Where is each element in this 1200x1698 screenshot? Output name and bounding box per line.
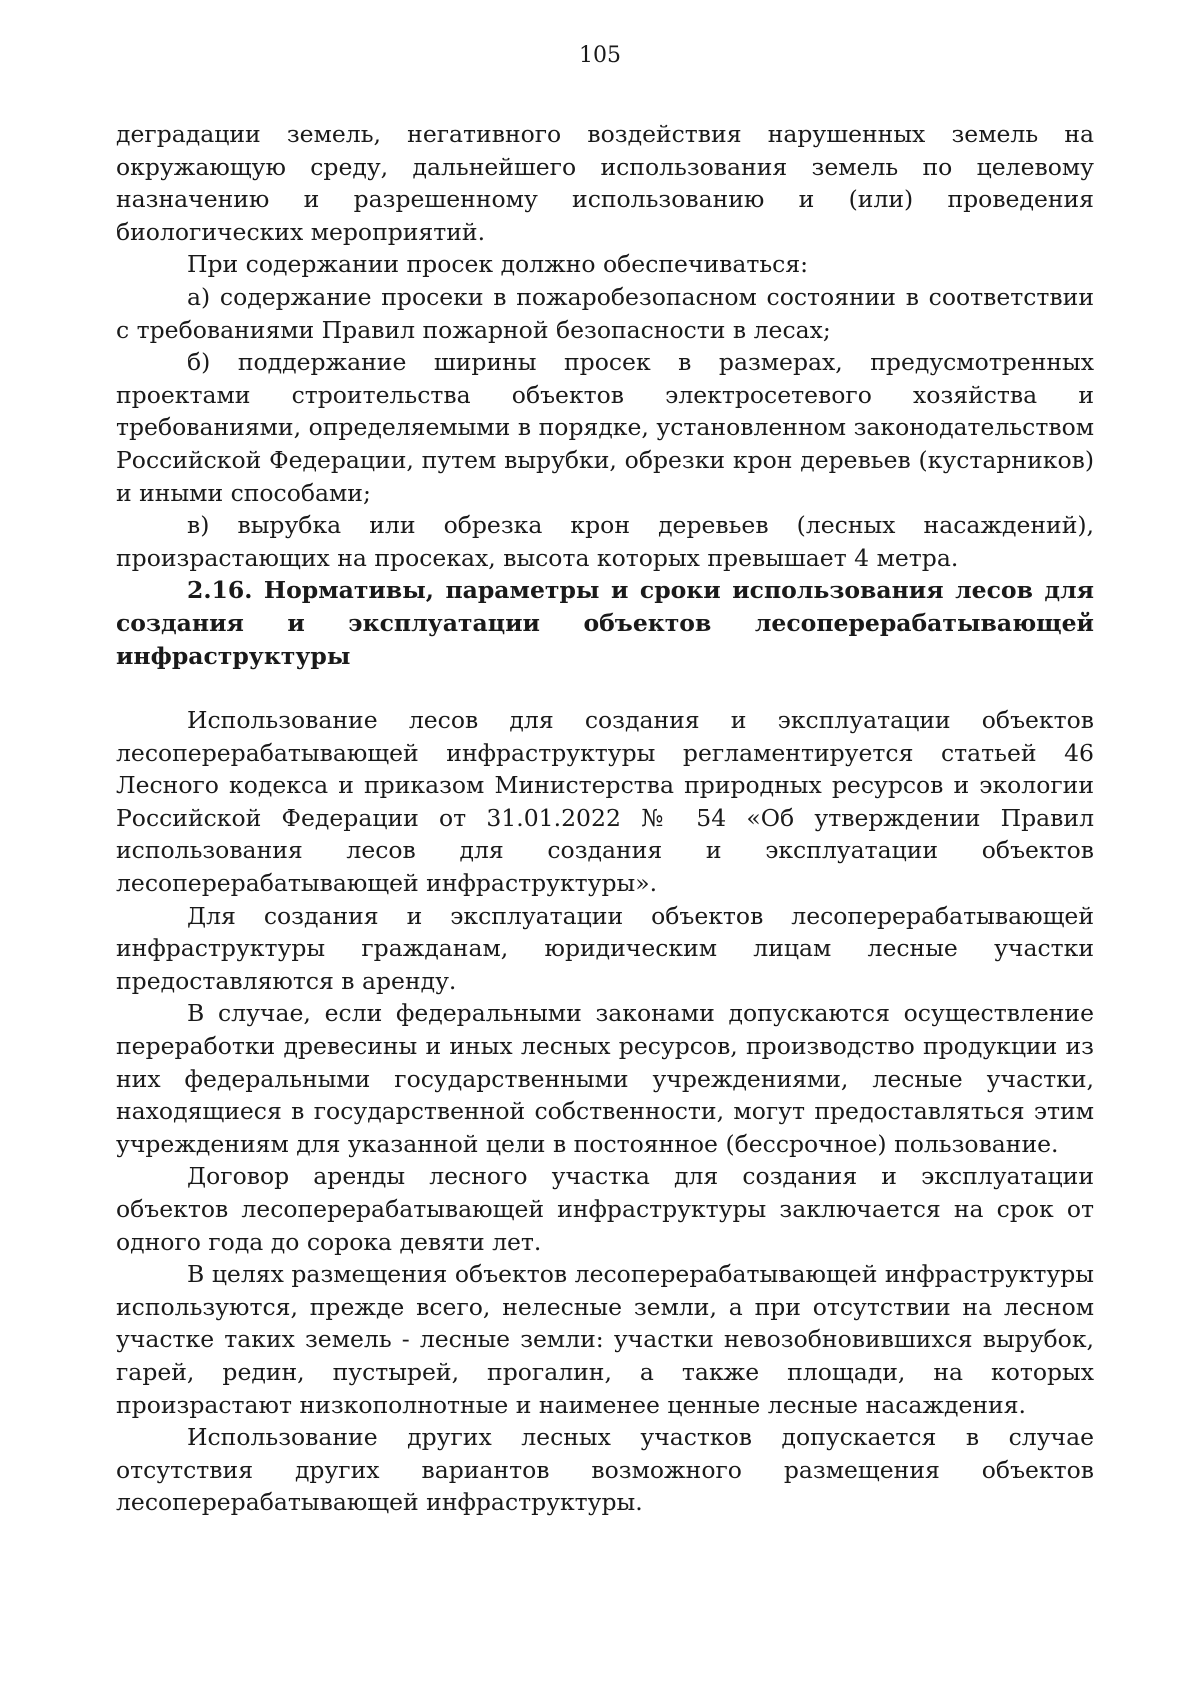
paragraph-federal-institutions: В случае, если федеральными законами допускаются осуществление переработки древесины и иных лесных ресурсов, производство продукции из них федеральными государственными учреждениями, лесные участки, находящиеся в государственной собственности, могут предоставляться этим учреждениям для указанной цели в постоянное (бессрочное) пользование. xyxy=(116,999,1094,1158)
paragraph-regulation: Использование лесов для создания и эксплуатации объектов лесоперерабатывающей инфраструктуры регламентируется статьей 46 Лесного кодекса и приказом Министерства природных ресурсов и экологии Российской Федерации от 31.01.2022 № 54 «Об утверждении Правил использования лесов для создания и эксплуатации объектов лесоперерабатывающей инфраструктуры». xyxy=(116,706,1094,898)
page-number: 105 xyxy=(579,43,621,68)
paragraph-other-plots: Использование других лесных участков допускается в случае отсутствия других вариантов возможного размещения объектов лесоперерабатывающей инфраструктуры. xyxy=(116,1423,1094,1517)
list-item-v: в) вырубка или обрезка крон деревьев (лесных насаждений), произрастающих на просеках, высота которых превышает 4 метра. xyxy=(116,511,1094,572)
paragraph-clearing-requirements: При содержании просек должно обеспечиваться: xyxy=(187,250,809,279)
paragraph-land-use: В целях размещения объектов лесоперерабатывающей инфраструктуры используются, прежде всего, нелесные земли, а при отсутствии на лесном участке таких земель - лесные земли: участки невозобновившихся вырубок, гарей, редин, пустырей, прогалин, а также площади, на которых произрастают низкополнотные и наименее ценные лесные насаждения. xyxy=(116,1260,1094,1419)
list-item-a: а) содержание просеки в пожаробезопасном состоянии в соответствии с требованиями Правил пожарной безопасности в лесах; xyxy=(116,282,1094,344)
list-item-b: б) поддержание ширины просек в размерах, предусмотренных проектами строительства объектов электросетевого хозяйства и требованиями, определяемыми в порядке, установленном законодательством Российской Федерации, путем вырубки, обрезки крон деревьев (кустарников) и иными способами; xyxy=(116,348,1094,507)
paragraph-continuation: деградации земель, негативного воздействия нарушенных земель на окружающую среду, дальнейшего использования земель по целевому назначению и разрешенному использованию и (или) проведения биологических мероприятий. xyxy=(116,120,1094,246)
document-body xyxy=(116,118,1094,1519)
section-heading: 2.16. Нормативы, параметры и сроки использования лесов для создания и эксплуатации объектов лесоперерабатывающей инфраструктуры xyxy=(116,576,1094,670)
paragraph-lease: Для создания и эксплуатации объектов лесоперерабатывающей инфраструктуры гражданам, юридическим лицам лесные участки предоставляются в аренду. xyxy=(116,901,1094,995)
paragraph-lease-term: Договор аренды лесного участка для создания и эксплуатации объектов лесоперерабатывающей инфраструктуры заключается на срок от одного года до сорока девяти лет. xyxy=(116,1162,1094,1256)
